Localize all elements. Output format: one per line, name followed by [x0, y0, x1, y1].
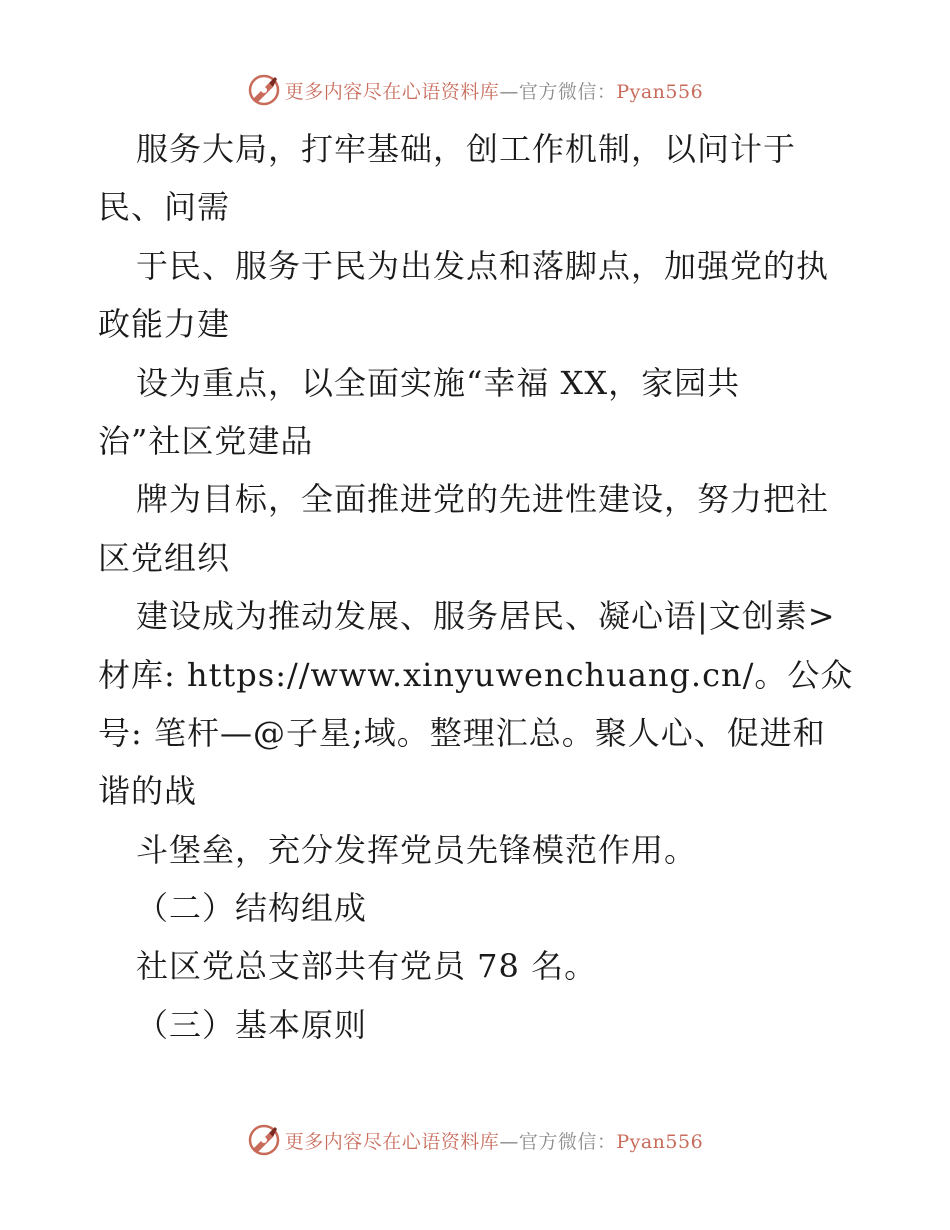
footer-watermark: [0, 1120, 950, 1160]
paragraph-line: 斗堡垒，充分发挥党员先锋模范作用。: [136, 830, 698, 869]
watermark-dash: —: [499, 1130, 519, 1153]
header-watermark: [0, 70, 950, 110]
watermark-text: [285, 1127, 703, 1154]
paragraph-line: 区党组织: [98, 538, 231, 577]
watermark-wechat-label: 官方微信：: [518, 1130, 617, 1153]
paragraph-line: 社区党总支部共有党员 78 名。: [136, 947, 598, 986]
section-heading: （二）结构组成: [136, 889, 368, 928]
document-body: [98, 120, 858, 1054]
paragraph-line: 建设成为推动发展、服务居民、凝心语|文创素>: [136, 597, 836, 636]
pen-logo-icon: [247, 1123, 281, 1157]
paragraph-line: 牌为目标，全面推进党的先进性建设，努力把社: [136, 480, 830, 519]
paragraph-line: 材库: https://www.xinyuwenchuang.cn/。公众: [98, 655, 854, 694]
paragraph-line: 谐的战: [98, 772, 198, 811]
paragraph-line: 设为重点，以全面实施“幸福 XX，家园共: [136, 363, 741, 402]
section-heading: （三）基本原则: [136, 1005, 368, 1044]
watermark-brand: 更多内容尽在心语资料库: [284, 1130, 500, 1153]
watermark-dash: —: [499, 80, 519, 103]
paragraph-line: 服务大局，打牢基础，创工作机制，以问计于: [136, 130, 797, 168]
pen-logo-icon: [247, 73, 281, 107]
paragraph-line: 治”社区党建品: [98, 421, 314, 460]
paragraph-line: 民、问需: [98, 188, 231, 227]
watermark-wechat-id: Pyan556: [616, 80, 704, 103]
watermark-text: [285, 77, 703, 104]
paragraph-line: 政能力建: [98, 305, 231, 344]
watermark-brand: 更多内容尽在心语资料库: [284, 80, 500, 103]
paragraph-line: 号: 笔杆—@子星;域。整理汇总。聚人心、促进和: [98, 713, 826, 752]
watermark-wechat-label: 官方微信：: [518, 80, 617, 103]
paragraph-line: 于民、服务于民为出发点和落脚点，加强党的执: [136, 246, 830, 285]
watermark-wechat-id: Pyan556: [616, 1130, 704, 1153]
